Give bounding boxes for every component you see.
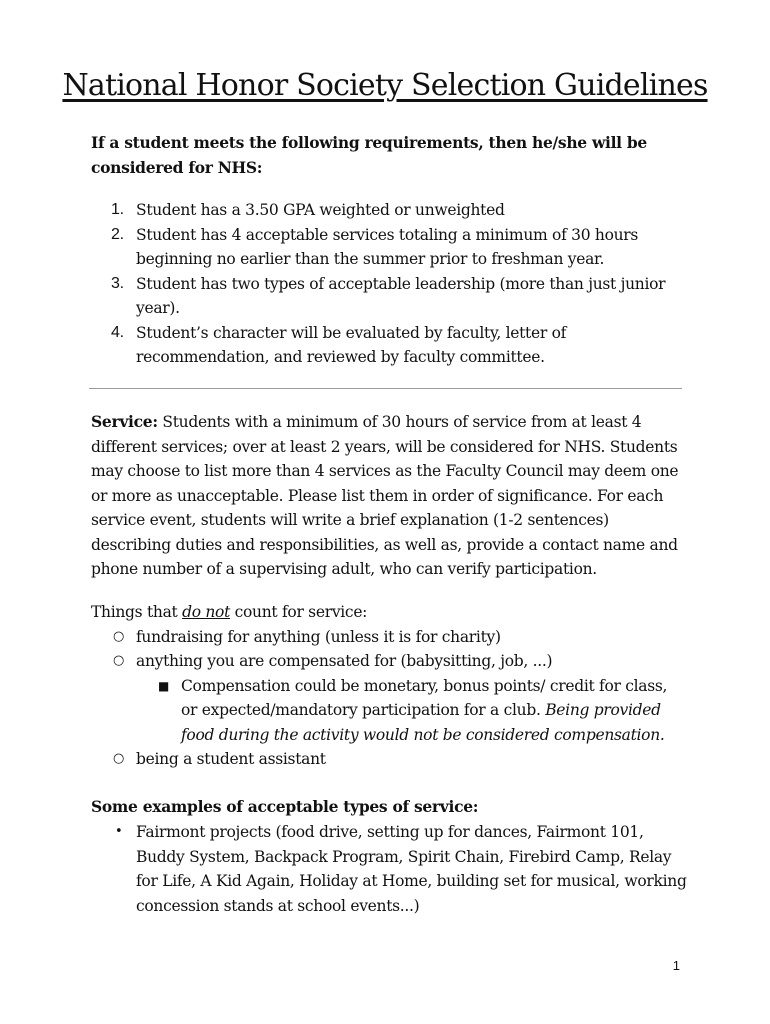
circle-bullet-icon: ○ — [113, 653, 125, 668]
horizontal-divider — [89, 388, 682, 389]
exclusions-emphasis: do not — [182, 603, 231, 621]
exclusion-text: anything you are compensated for (babysitting, job, ...) — [136, 652, 553, 670]
exclusion-item — [91, 747, 691, 772]
requirement-item — [91, 272, 681, 321]
requirement-number: 2. — [111, 225, 124, 243]
exclusions-suffix: count for service: — [230, 603, 368, 621]
intro-paragraph: If a student meets the following requirements, then he/she will be considered for NHS: — [91, 133, 647, 177]
requirement-text: Student has a 3.50 GPA weighted or unweighted — [136, 201, 505, 219]
page-number: 1 — [672, 958, 680, 973]
requirement-number: 3. — [111, 274, 124, 292]
circle-bullet-icon: ○ — [113, 628, 125, 644]
example-text: Fairmont projects (food drive, setting up for dances, Fairmont 101, Buddy System, Backpack Program, Spirit Chain, Firebird Camp, Relay for Life, A Kid Again, Holiday at Home, building set for musical, working concession stands at school events...) — [136, 823, 687, 915]
exclusions-prefix: Things that — [91, 603, 183, 621]
exclusions-heading — [91, 600, 691, 625]
service-paragraph — [91, 410, 686, 582]
circle-bullet-icon: ○ — [113, 751, 125, 766]
requirements-list — [91, 198, 681, 370]
compensation-note: Being provided food during the activity would not be considered compensation. — [181, 701, 665, 744]
requirement-item — [91, 198, 681, 223]
examples-list — [91, 820, 691, 918]
dot-bullet-icon: • — [115, 824, 123, 839]
exclusion-text: being a student assistant — [136, 750, 326, 768]
requirement-item — [91, 321, 681, 370]
requirement-item — [91, 223, 681, 272]
example-item — [91, 820, 691, 918]
service-text: Students with a minimum of 30 hours of service from at least 4 different services; over at least 2 years, will be considered for NHS. Students may choose to list more than 4 services as the Faculty Council may deem one or more as unacceptable. Please list them in order of significance. For each service event, students will write a brief explanation (1-2 sentences) describing duties and responsibilities, as well as, provide a contact name and phone number of a supervising adult, who can verify participation. — [91, 413, 679, 578]
service-label: Service: — [91, 412, 158, 431]
exclusions-section — [91, 600, 691, 772]
exclusion-text: fundraising for anything (unless it is for charity) — [136, 627, 501, 646]
square-bullet-icon: ■ — [158, 678, 170, 693]
compensation-text: Compensation could be monetary, bonus points/ credit for class, or expected/mandatory participation for a club. — [181, 676, 668, 719]
requirement-number: 1. — [111, 201, 124, 218]
exclusion-item — [91, 625, 691, 650]
requirement-text: Student has 4 acceptable services totaling a minimum of 30 hours beginning no earlier than the summer prior to freshman year. — [136, 225, 639, 268]
requirement-number: 4. — [111, 323, 124, 341]
exclusion-sub-item — [91, 674, 691, 748]
requirement-text: Student’s character will be evaluated by faculty, letter of recommendation, and reviewed by faculty committee. — [136, 323, 567, 366]
exclusion-item — [91, 649, 691, 674]
requirement-text: Student has two types of acceptable leadership (more than just junior year). — [136, 274, 666, 317]
page-title: National Honor Society Selection Guidelines — [62, 68, 708, 103]
examples-heading: Some examples of acceptable types of service: — [91, 797, 479, 816]
